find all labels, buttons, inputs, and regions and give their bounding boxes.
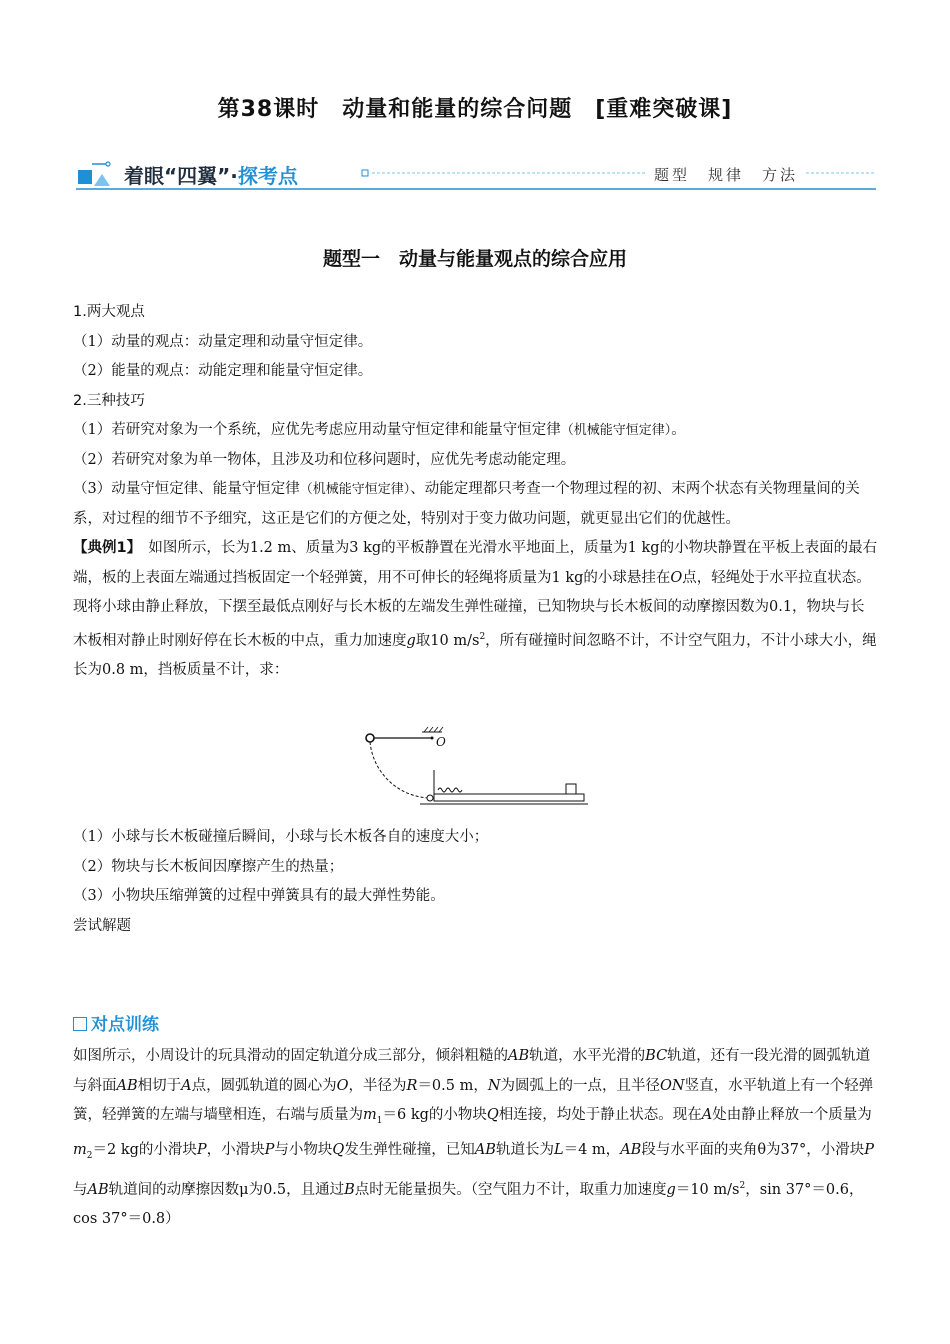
banner-small-square-icon xyxy=(362,170,368,176)
small-block xyxy=(566,784,576,794)
pivot-label: O xyxy=(436,735,446,749)
banner-right-text: 题型 规律 方法 xyxy=(654,166,799,184)
section-title: 题型一 动量与能量观点的综合应用 xyxy=(322,248,627,270)
practice-text: 如图所示，小周设计的玩具滑动的固定轨道分成三部分，倾斜粗糙的AB轨道，水平光滑的BC轨道，还有一段光滑的圆弧轨道与斜面AB相切于A点，圆弧轨道的圆心为O，半径为R＝0.5 m，N为圆弧上的一点，且半径ON竖直，水平轨道上有一个轻弹簧，轻弹簧的左端与墙壁相连，右端与质量为$m_1=6$ kg的小物块Q相连接，均处于静止状态。现在A处由静止释放一个质量为$m_2=2$ kg的小滑块P，小滑块P与小物块Q发生弹性碰撞，已知AB轨道长为L＝4 m，AB段与水平面的夹角θ为37°，小滑块P与AB轨道间的动摩擦因数μ为0.5，且通过B点时无能量损失。（空气阻力不计，取重力加速度g＝10 $m/s^2$，sin 37°＝0.6，cos 37°＝0.8） xyxy=(73,1048,875,1228)
skill-1: （1）若研究对象为一个系统，应优先考虑应用动量守恒定律和能量守恒定律（机械能守恒定律）。 xyxy=(73,422,686,438)
page-title: 第38课时 动量和能量的综合问题 [重难突破课] xyxy=(217,97,733,122)
question-2: （2）物块与长木板间因摩擦产生的热量； xyxy=(73,858,344,875)
skill-2: （2）若研究对象为单一物体，且涉及功和位移问题时，应优先考虑动能定理。 xyxy=(73,451,576,468)
checkbox-icon xyxy=(73,1017,87,1031)
practice-heading: 对点训练 xyxy=(73,1010,159,1035)
question-1: （1）小球与长木板碰撞后瞬间，小球与长木板各自的速度大小； xyxy=(73,829,489,845)
skill-3: （3）动量守恒定律、能量守恒定律（机械能守恒定律）、动能定理都只考查一个物理过程的初、末两个状态有关物理量间的关系，对过程的细节不予细究，这正是它们的方便之处，特别对于变力做功问题，就更显出它们的优越性。 xyxy=(73,481,860,527)
point-energy: （2）能量的观点：动能定理和能量守恒定律。 xyxy=(73,363,373,379)
questions-block xyxy=(73,823,879,941)
heading-three-skills: 2.三种技巧 xyxy=(73,392,145,409)
points-block xyxy=(73,298,879,685)
banner-label: 着眼“四翼”·探考点 xyxy=(124,164,298,188)
pendulum-ball xyxy=(366,734,374,742)
spring xyxy=(438,788,462,792)
long-plank xyxy=(434,794,584,801)
example-figure xyxy=(360,726,590,812)
heading-two-views: 1.两大观点 xyxy=(73,304,145,320)
banner-triangle-icon xyxy=(94,174,110,186)
example-text: 【典例1】 如图所示，长为1.2 m、质量为3 kg的平板静置在光滑水平地面上，质量为1 kg的小物块静置在平板上表面的最右端，板的上表面左端通过挡板固定一个轻弹簧，用不可伸长的轻绳将质量为1 kg的小球悬挂在O点，轻绳处于水平拉直状态。现将小球由静止释放，下摆至最低点刚好与长木板的左端发生弹性碰撞，已知物块与长木板间的动摩擦因数为0.1，物块与长木板相对静止时刚好停在长木板的中点，重力加速度g取10 $m/s^2$，所有碰撞时间忽略不计，不计空气阻力，不计小球大小，绳长为0.8 m，挡板质量不计，求： xyxy=(73,540,878,678)
question-3: （3）小物块压缩弹簧的过程中弹簧具有的最大弹性势能。 xyxy=(73,888,445,904)
pivot-point xyxy=(431,737,434,740)
banner-square-icon xyxy=(78,170,92,184)
try-solve-label: 尝试解题 xyxy=(73,917,131,934)
point-momentum: （1）动量的观点：动量定理和动量守恒定律。 xyxy=(73,333,373,350)
